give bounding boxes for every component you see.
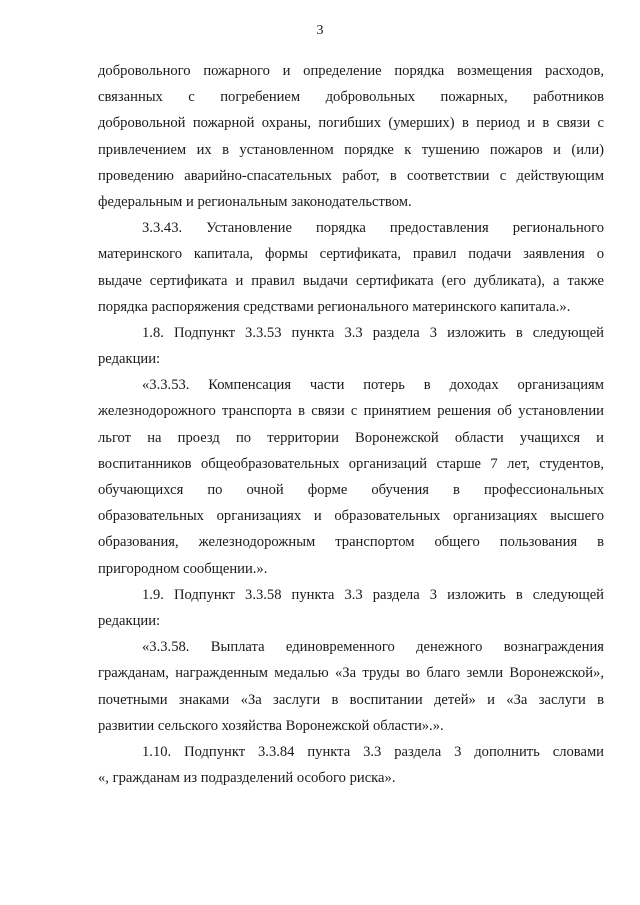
- text-line: редакции:: [98, 612, 161, 629]
- text-line: порядка распоряжения средствами регионального материнского капитала.».: [98, 298, 571, 315]
- page-number: 3: [316, 23, 324, 38]
- text-line: железнодорожного транспорта в связи с принятием решения об установлении: [98, 403, 604, 420]
- text-line: образования, железнодорожным транспортом общего пользования в: [98, 534, 604, 551]
- text-line: 1.10. Подпункт 3.3.84 пункта 3.3 раздела 3 дополнить словами: [142, 743, 604, 760]
- paragraph: [98, 58, 604, 215]
- text-line: добровольного пожарного и определение порядка возмещения расходов,: [98, 63, 604, 79]
- text-line: гражданам, награжденным медалью «За труды во благо земли Воронежской»,: [98, 665, 604, 682]
- text-line: образовательных организациях и образовательных организациях высшего: [98, 508, 604, 525]
- text-line: развитии сельского хозяйства Воронежской области».».: [98, 717, 444, 734]
- text-line: привлечением их в установленном порядке к тушению пожаров и (или): [98, 141, 604, 158]
- text-line: льгот на проезд по территории Воронежской области учащихся и: [98, 429, 604, 446]
- paragraph: [98, 739, 604, 791]
- text-line: материнского капитала, формы сертификата, правил подачи заявления о: [98, 246, 604, 263]
- text-line: «3.3.53. Компенсация части потерь в доходах организациям: [142, 377, 604, 394]
- paragraph: [98, 582, 604, 634]
- text-line: 1.9. Подпункт 3.3.58 пункта 3.3 раздела 3 изложить в следующей: [142, 586, 604, 603]
- text-line: 1.8. Подпункт 3.3.53 пункта 3.3 раздела 3 изложить в следующей: [142, 324, 604, 341]
- paragraph: [98, 320, 604, 372]
- document-body: [98, 58, 604, 791]
- text-line: «, гражданам из подразделений особого риска».: [98, 770, 396, 787]
- text-line: выдаче сертификата и правил выдачи сертификата (его дубликата), а также: [98, 272, 604, 289]
- text-line: связанных с погребением добровольных пожарных, работников: [98, 89, 604, 106]
- text-line: проведению аварийно-спасательных работ, в соответствии с действующим: [98, 167, 604, 184]
- text-line: воспитанников общеобразовательных организаций старше 7 лет, студентов,: [98, 455, 604, 472]
- text-line: обучающихся по очной форме обучения в профессиональных: [98, 482, 604, 498]
- paragraph: [98, 634, 604, 739]
- text-line: пригородном сообщении.».: [98, 560, 268, 577]
- text-line: «3.3.58. Выплата единовременного денежного вознаграждения: [142, 639, 604, 656]
- text-line: редакции:: [98, 351, 161, 368]
- text-line: 3.3.43. Установление порядка предоставления регионального: [142, 220, 604, 237]
- text-line: добровольной пожарной охраны, погибших (умерших) в период и в связи с: [98, 115, 604, 132]
- text-line: федеральным и региональным законодательством.: [98, 193, 412, 210]
- paragraph: [98, 372, 604, 582]
- paragraph: [98, 215, 604, 320]
- text-line: почетными знаками «За заслуги в воспитании детей» и «За заслуги в: [98, 691, 604, 708]
